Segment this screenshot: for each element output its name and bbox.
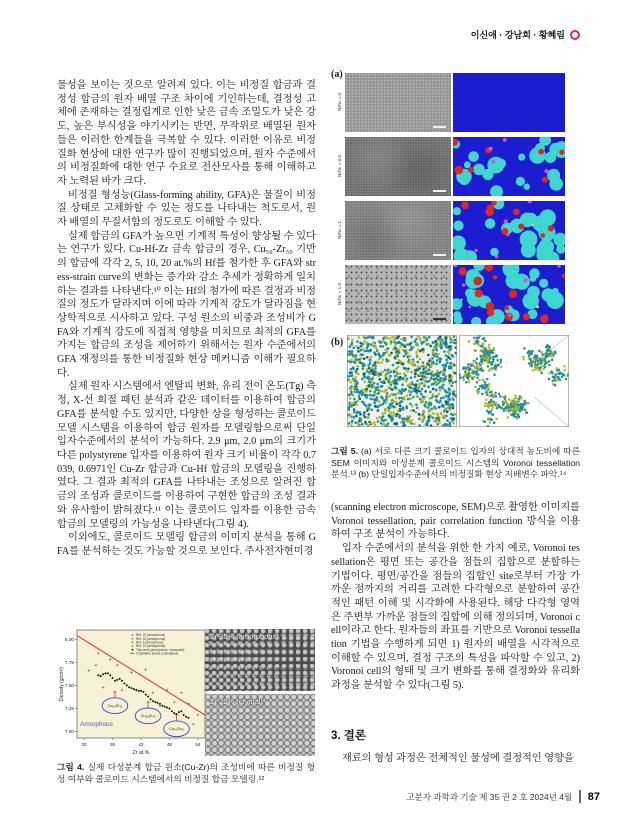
footer-page-number: 87 [587,790,600,803]
svg-text:30: 30 [81,742,87,747]
section-heading-conclusion: 3. 결론 [331,730,367,742]
scale-bar [433,126,446,128]
scale-bar [433,190,446,192]
left-column-text [57,79,316,559]
figure5-row-label: Nₗ/Nₛ = 1 [337,220,342,240]
svg-text:Density (g/cm³): Density (g/cm³) [59,667,65,701]
figure5-sem-image [345,201,451,260]
figure5-row-label: Nₗ/Nₛ = 0 [337,92,342,112]
paragraph: 실제 원자 시스템에서 엔탈피 변화, 유리 전이 온도(Tg) 측정, X-선 회절 패턴 분석과 같은 데이터를 이용하여 합금의 GFA를 분석할 수도 있지만, 다양한 상을 형성하는 콜로이드 모델 시스템을 이용하여 합금 원자를 모델링함으로써 단일 입자수준에서의 분석이 가능하다. 2.9 μm, 2.0 μm의 크기가 다른 polystyrene 입자를 이용하여 원자 크기 비율이 각각 0.7039, 0.6971인 Cu-Zr 합금과 Cu-Hf 합금의 모델링을 진행하였다. 그 결과 최적의 GFA를 나타내는 조성으로 알려진 합금의 조성과 콜로이드를 이용하여 구현한 합금의 조성 결과와 유사함이 밝혀졌다.¹¹ 이는 콜로이드 입자를 이용한 금속 합금의 모델링의 가능성을 나타낸다(그림 4). [57,381,316,530]
figure5-caption-label: 그림 5. [331,446,359,456]
svg-text:7.25: 7.25 [65,706,74,712]
figure5-sem-image [345,137,451,196]
figure4-sem-crystal-image [205,694,315,756]
svg-text:7.50: 7.50 [65,682,74,688]
figure5-voronoi-image [453,201,565,260]
paragraph: 물성을 보이는 것으로 알려져 있다. 이는 비정질 합금과 결정성 합금의 원자 배열 구조 차이에 기인하는데, 결정성 고체에 존재하는 결정립계로 인한 낮은 금속 조밀도가 낮은 강도, 높은 부식성을 야기시키는 반면, 무작위로 배열된 원자들은 이러한 한계들을 극복할 수 있다. 이러한 이유로 비정질화 현상에 대한 연구가 많이 진행되었으며, 원자 수준에서의 비정질화에 대한 연구 수요로 전산모사를 통해 이해하고자 노력된 바가 크다. [57,80,316,187]
figure5-sem-image [345,265,451,324]
svg-text:42: 42 [138,742,144,747]
conclusion-paragraph: 재료의 형성 과정은 전체적인 물성에 결정적인 영향을 [342,753,574,764]
svg-text:Ref. 9 (amorphous): Ref. 9 (amorphous) [135,640,164,645]
svg-text:Zr at.%: Zr at.% [132,750,150,756]
svg-text:Ref. 22 (amorphous): Ref. 22 (amorphous) [135,644,166,649]
svg-text:7.00: 7.00 [65,729,74,735]
figure4-caption-label: 그림 4. [57,762,85,772]
figure5-caption [331,446,580,481]
svg-text:This work (amorphous, measured: This work (amorphous, measured) [135,647,185,652]
paragraph: 입자 수준에서의 분석을 위한 한 가지 예로, Voronoi tessellation은 평면 또는 공간을 점들의 집합으로 분할하는 기법이다. 평면/공간을 점들의 집합인 site로부터 가장 가까운 점까지의 거리를 고려한 다각형으로 분할하여 공간적인 패턴 이해 및 시각화에 사용된다. 해당 다각형 영역은 주변부 가까운 점들의 집합에 의해 정의되며, Voronoi cell이라고 한다. 원자들의 좌표를 기반으로 Voronoi tessellation 기법을 수행하게 되면 1) 원자의 배열을 시각적으로 이해할 수 있으며, 결정 구조의 특성을 파악할 수 있고, 2) Voronoi cell의 형태 및 크기 변화를 통해 결정화와 유리화 과정을 분석할 수 있다(그림 5). [331,543,580,692]
svg-text:Ref. 20 (amorphous): Ref. 20 (amorphous) [135,633,166,638]
figure4-density-chart [57,627,207,757]
svg-text:7.75: 7.75 [65,659,74,665]
svg-text:Cu₅₀Zr₅₀: Cu₅₀Zr₅₀ [169,726,185,732]
svg-text:54: 54 [195,742,201,747]
paragraph: 이외에도, 콜로이드 모델링 합금의 이미지 분석을 통해 GFA를 분석하는 것도 가능할 것으로 보인다. 주사전자현미경 [57,532,316,557]
figure4 [57,627,315,759]
figure5 [331,69,579,441]
svg-text:36: 36 [109,742,116,747]
figure5-panel-a-label: (a) [331,69,343,80]
figure5-row [331,201,565,260]
svg-text:Cu₅₆Zr₄₄: Cu₅₆Zr₄₄ [140,713,156,719]
svg-text:Amorphous: Amorphous [80,721,113,728]
figure5-row-label: Nₗ/Nₛ = 0.5 [337,155,342,178]
figure5-row [331,137,565,196]
figure5-row-label: Nₗ/Nₛ = 1.5 [337,283,342,306]
header-authors [471,28,580,41]
footer-divider [579,790,581,803]
figure4-caption-text: 실제 다성분계 합금 원소(Cu-Zr)의 조성비에 따른 비정질 형성 여부와 콜로이드 시스템에서의 비정질 합금 모델링.¹² [57,762,315,784]
figure4-caption [57,762,315,785]
sem-image-label: Zr 22% (crystal) [210,697,263,706]
figure5-row [331,265,565,324]
author-names: 이신애 · 강남희 · 황혜림 [470,30,565,40]
page-footer [0,790,600,803]
figure5-b-sparse-image [459,335,569,427]
paragraph: (scanning electron microscope, SEM)으로 촬영한 이미지를 Voronoi tessellation, pair correlation function 방식을 이용하여 구조 분석이 가능하다. [331,502,580,541]
svg-text:Crystalline phase (calculated): Crystalline phase (calculated) [135,651,178,656]
scale-bar [433,254,446,256]
orcid-icon [570,30,580,40]
figure5-row [331,73,565,132]
figure5-voronoi-image [453,73,565,132]
figure4-sem-amorphous-image [205,629,315,691]
figure5-panel-b-label: (b) [331,337,344,348]
figure5-voronoi-image [453,137,565,196]
footer-journal-info: 고분자 과학과 기술 제 35 권 2 호 2024년 4월 [406,791,573,802]
paragraph: 실제 합금의 GFA가 높으면 기계적 특성이 향상될 수 있다는 연구가 있다. Cu-Hf-Zr 금속 합금의 경우, Cu₅₀-Zr₅₀ 기반의 합금에 각각 2, 5, 10, 20 at.%의 Hf를 첨가한 후 GFA와 stress-strain curve의 변화는 증가와 감소 추세가 정확하게 일치하는 결과를 나타낸다.¹⁰ 이는 Hf의 첨가에 따른 결정과 비정질의 정도가 달라지며 이에 따라 기계적 강도가 달라짐을 현상학적으로 시사하고 있다. 구성 원소의 비중과 조성비가 GFA와 기계적 강도에 직접적 영향을 미치므로 최적의 GFA를 가지는 합금의 조성을 제어하기 위해서는 원자 수준에서의 GFA 재정의를 통한 비정질화 현상 메커니즘 이해가 필요하다. [57,230,316,379]
figure5-caption-text: (a) 서로 다른 크기 콜로이드 입자의 상대적 농도비에 따른 SEM 이미지와 이성분계 콜로이드 시스템의 Voronoi tessellation 분석.¹³ (b) 단일입자수준에서의 비정질화 현상 지배변수 파악.¹⁴ [331,446,581,480]
svg-text:48: 48 [166,742,173,747]
scale-bar [433,318,446,320]
right-column-text [331,501,580,693]
figure5-b-dense-image [347,335,457,427]
figure5-voronoi-image [453,265,565,324]
figure5-sem-image [345,73,451,132]
paragraph: 비정질 형성능(Glass-forming ability, GFA)은 물질이 비정질 상태로 고체화할 수 있는 정도를 나타내는 척도로서, 원자 배열의 무질서함의 정도로도 이해할 수 있다. [57,189,316,229]
svg-text:Ref. 30 (amorphous): Ref. 30 (amorphous) [135,636,166,641]
svg-text:Cu₆₄Zr₃₆: Cu₆₄Zr₃₆ [107,703,123,709]
sem-image-label: Zr 35% (amorphous) [210,632,279,641]
svg-text:8.00: 8.00 [65,636,74,642]
